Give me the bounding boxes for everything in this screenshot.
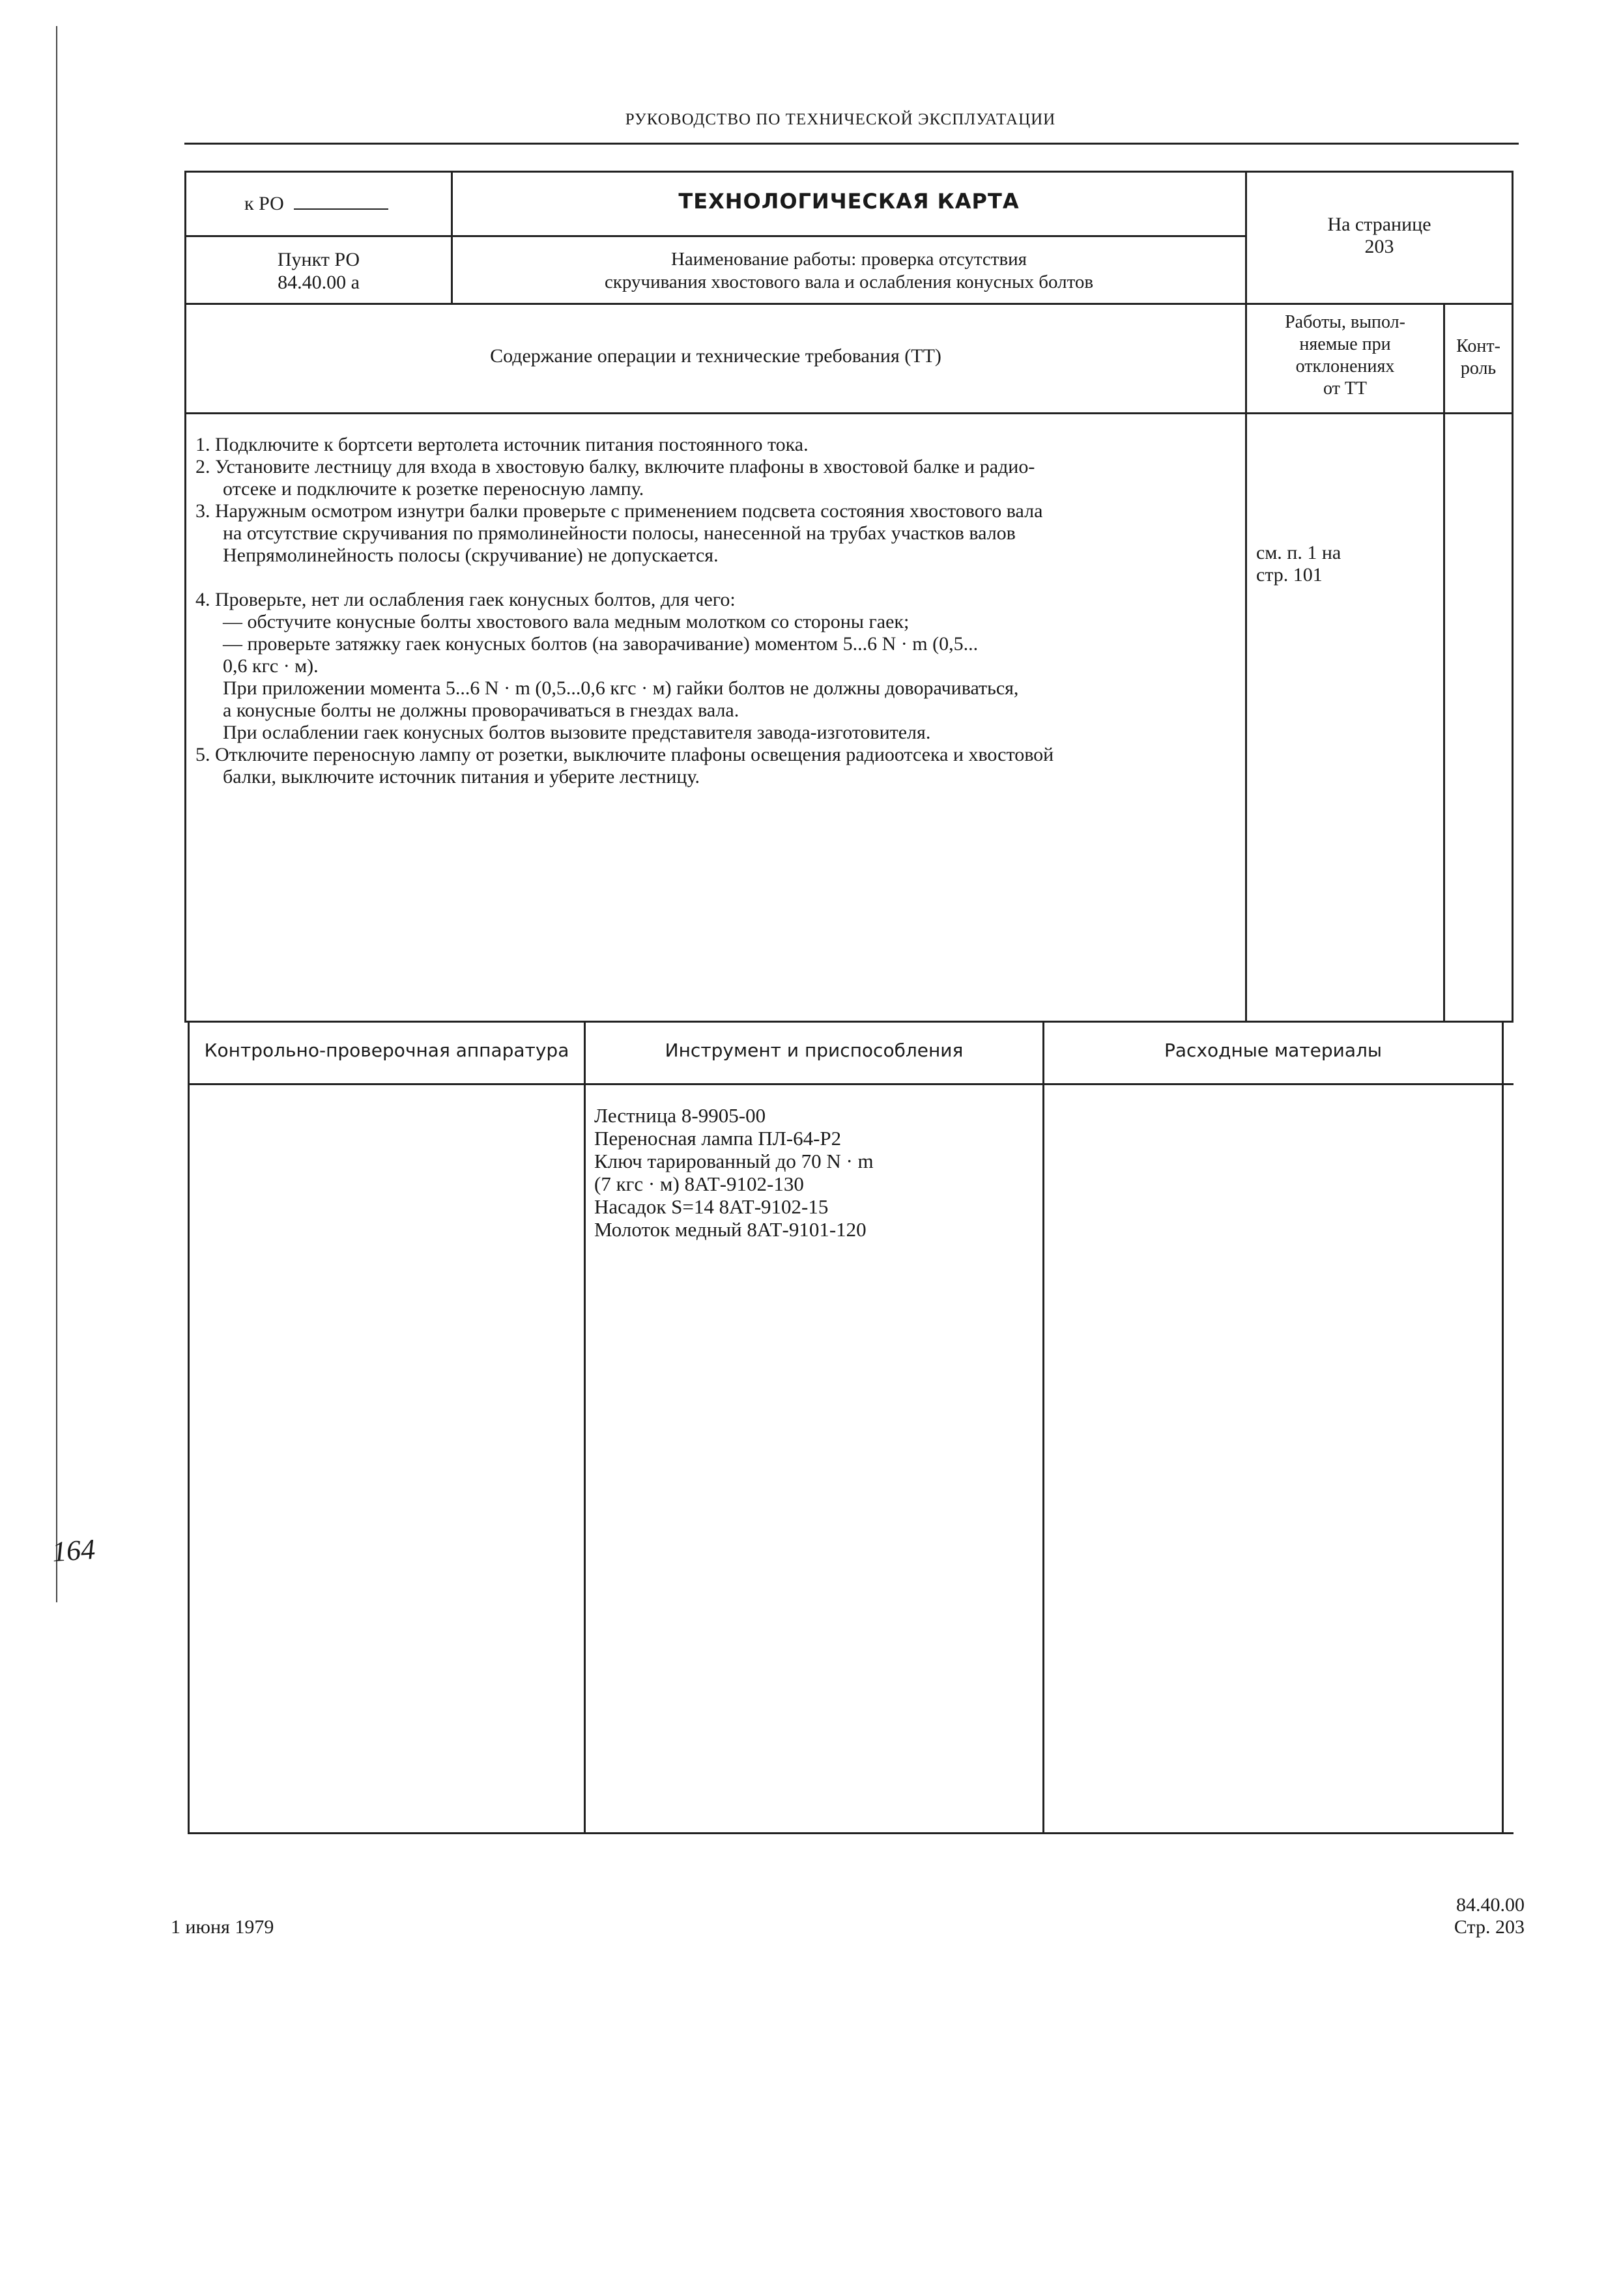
tools-list [594, 1104, 1037, 1241]
tool-item: Молоток медный 8АТ-9101-120 [594, 1218, 867, 1241]
item-ro [186, 248, 451, 294]
op-line [195, 567, 1238, 589]
control-equipment-header: Контрольно-проверочная аппаратура [204, 1040, 569, 1061]
footer-ref [1368, 1894, 1525, 1938]
margin-note: 164 [51, 1533, 96, 1568]
page-label [1247, 214, 1512, 258]
op-line: 1. Подключите к бортсети вертолета источник питания постоянного тока. [195, 434, 809, 455]
content-column-header: Содержание операции и технические требования (ТТ) [490, 345, 941, 367]
item-ro-label: Пункт РО [277, 249, 360, 270]
op-line: 3. Наружным осмотром изнутри балки проверьте с применением подсвета состояния хвостового вала [195, 500, 1043, 522]
deviation-column-header: Работы, выпол- няемые при отклонениях от ТТ [1285, 312, 1405, 399]
op-line: 0,6 кгс · м). [223, 655, 319, 677]
op-line: — обстучите конусные болты хвостового вала медным молотком со стороны гаек; [223, 611, 910, 632]
tools-header: Инструмент и приспособления [665, 1040, 964, 1061]
card-title: ТЕХНОЛОГИЧЕСКАЯ КАРТА [678, 189, 1020, 214]
op-line: отсеке и подключите к розетке переносную лампу. [223, 478, 644, 500]
op-line: 2. Установите лестницу для входа в хвостовую балку, включите плафоны в хвостовой балке и радио- [195, 456, 1035, 477]
work-name-line1: Наименование работы: проверка отсутствия [670, 249, 1027, 270]
footer-doc-number: 84.40.00 [1456, 1894, 1525, 1916]
op-line: на отсутствие скручивания по прямолинейности полосы, нанесенной на трубах участков валов [223, 522, 1016, 544]
op-line: — проверьте затяжку гаек конусных болтов (на заворачивание) моментом 5...6 N · m (0,5... [223, 633, 979, 655]
item-ro-number: 84.40.00 а [278, 272, 360, 293]
page-number: 203 [1364, 236, 1394, 257]
operations-text [195, 434, 1238, 788]
tool-item: Насадок S=14 8АТ-9102-15 [594, 1195, 829, 1218]
control-column-header: Конт- роль [1456, 336, 1500, 378]
binding-edge-line [56, 26, 57, 1602]
ref-ro-text: к РО [244, 193, 284, 214]
op-line: Непрямолинейность полосы (скручивание) не допускается. [223, 545, 719, 566]
deviation-note: см. п. 1 на стр. 101 [1256, 542, 1341, 586]
tool-item: Ключ тарированный до 70 N · m [594, 1150, 874, 1172]
tool-item: Переносная лампа ПЛ-64-Р2 [594, 1127, 842, 1150]
running-title-rule [184, 143, 1519, 145]
page-label-text: На странице [1327, 214, 1431, 235]
op-line: При приложении момента 5...6 N · m (0,5...0,6 кгс · м) гайки болтов не должны доворачиваться, [223, 677, 1019, 699]
consumables-header: Расходные материалы [1164, 1040, 1382, 1061]
op-line: 5. Отключите переносную лампу от розетки, выключите плафоны освещения радиоотсека и хвостовой [195, 744, 1054, 765]
tool-item: (7 кгс · м) 8АТ-9102-130 [594, 1172, 804, 1195]
work-name-line2: скручивания хвостового вала и ослабления конусных болтов [604, 272, 1094, 292]
work-name [453, 248, 1245, 294]
op-line: балки, выключите источник питания и уберите лестницу. [223, 766, 700, 787]
ref-ro-label [244, 193, 388, 215]
op-line: При ослаблении гаек конусных болтов вызовите представителя завода-изготовителя. [223, 722, 931, 743]
tool-item: Лестница 8-9905-00 [594, 1104, 766, 1127]
op-line: 4. Проверьте, нет ли ослабления гаек конусных болтов, для чего: [195, 589, 736, 610]
footer-date: 1 июня 1979 [171, 1916, 274, 1938]
running-title: РУКОВОДСТВО ПО ТЕХНИЧЕСКОЙ ЭКСПЛУАТАЦИИ [625, 111, 1056, 128]
ref-ro-blank [294, 208, 388, 210]
op-line: а конусные болты не должны проворачиваться в гнездах вала. [223, 700, 739, 721]
footer-page: Стр. 203 [1454, 1916, 1525, 1938]
